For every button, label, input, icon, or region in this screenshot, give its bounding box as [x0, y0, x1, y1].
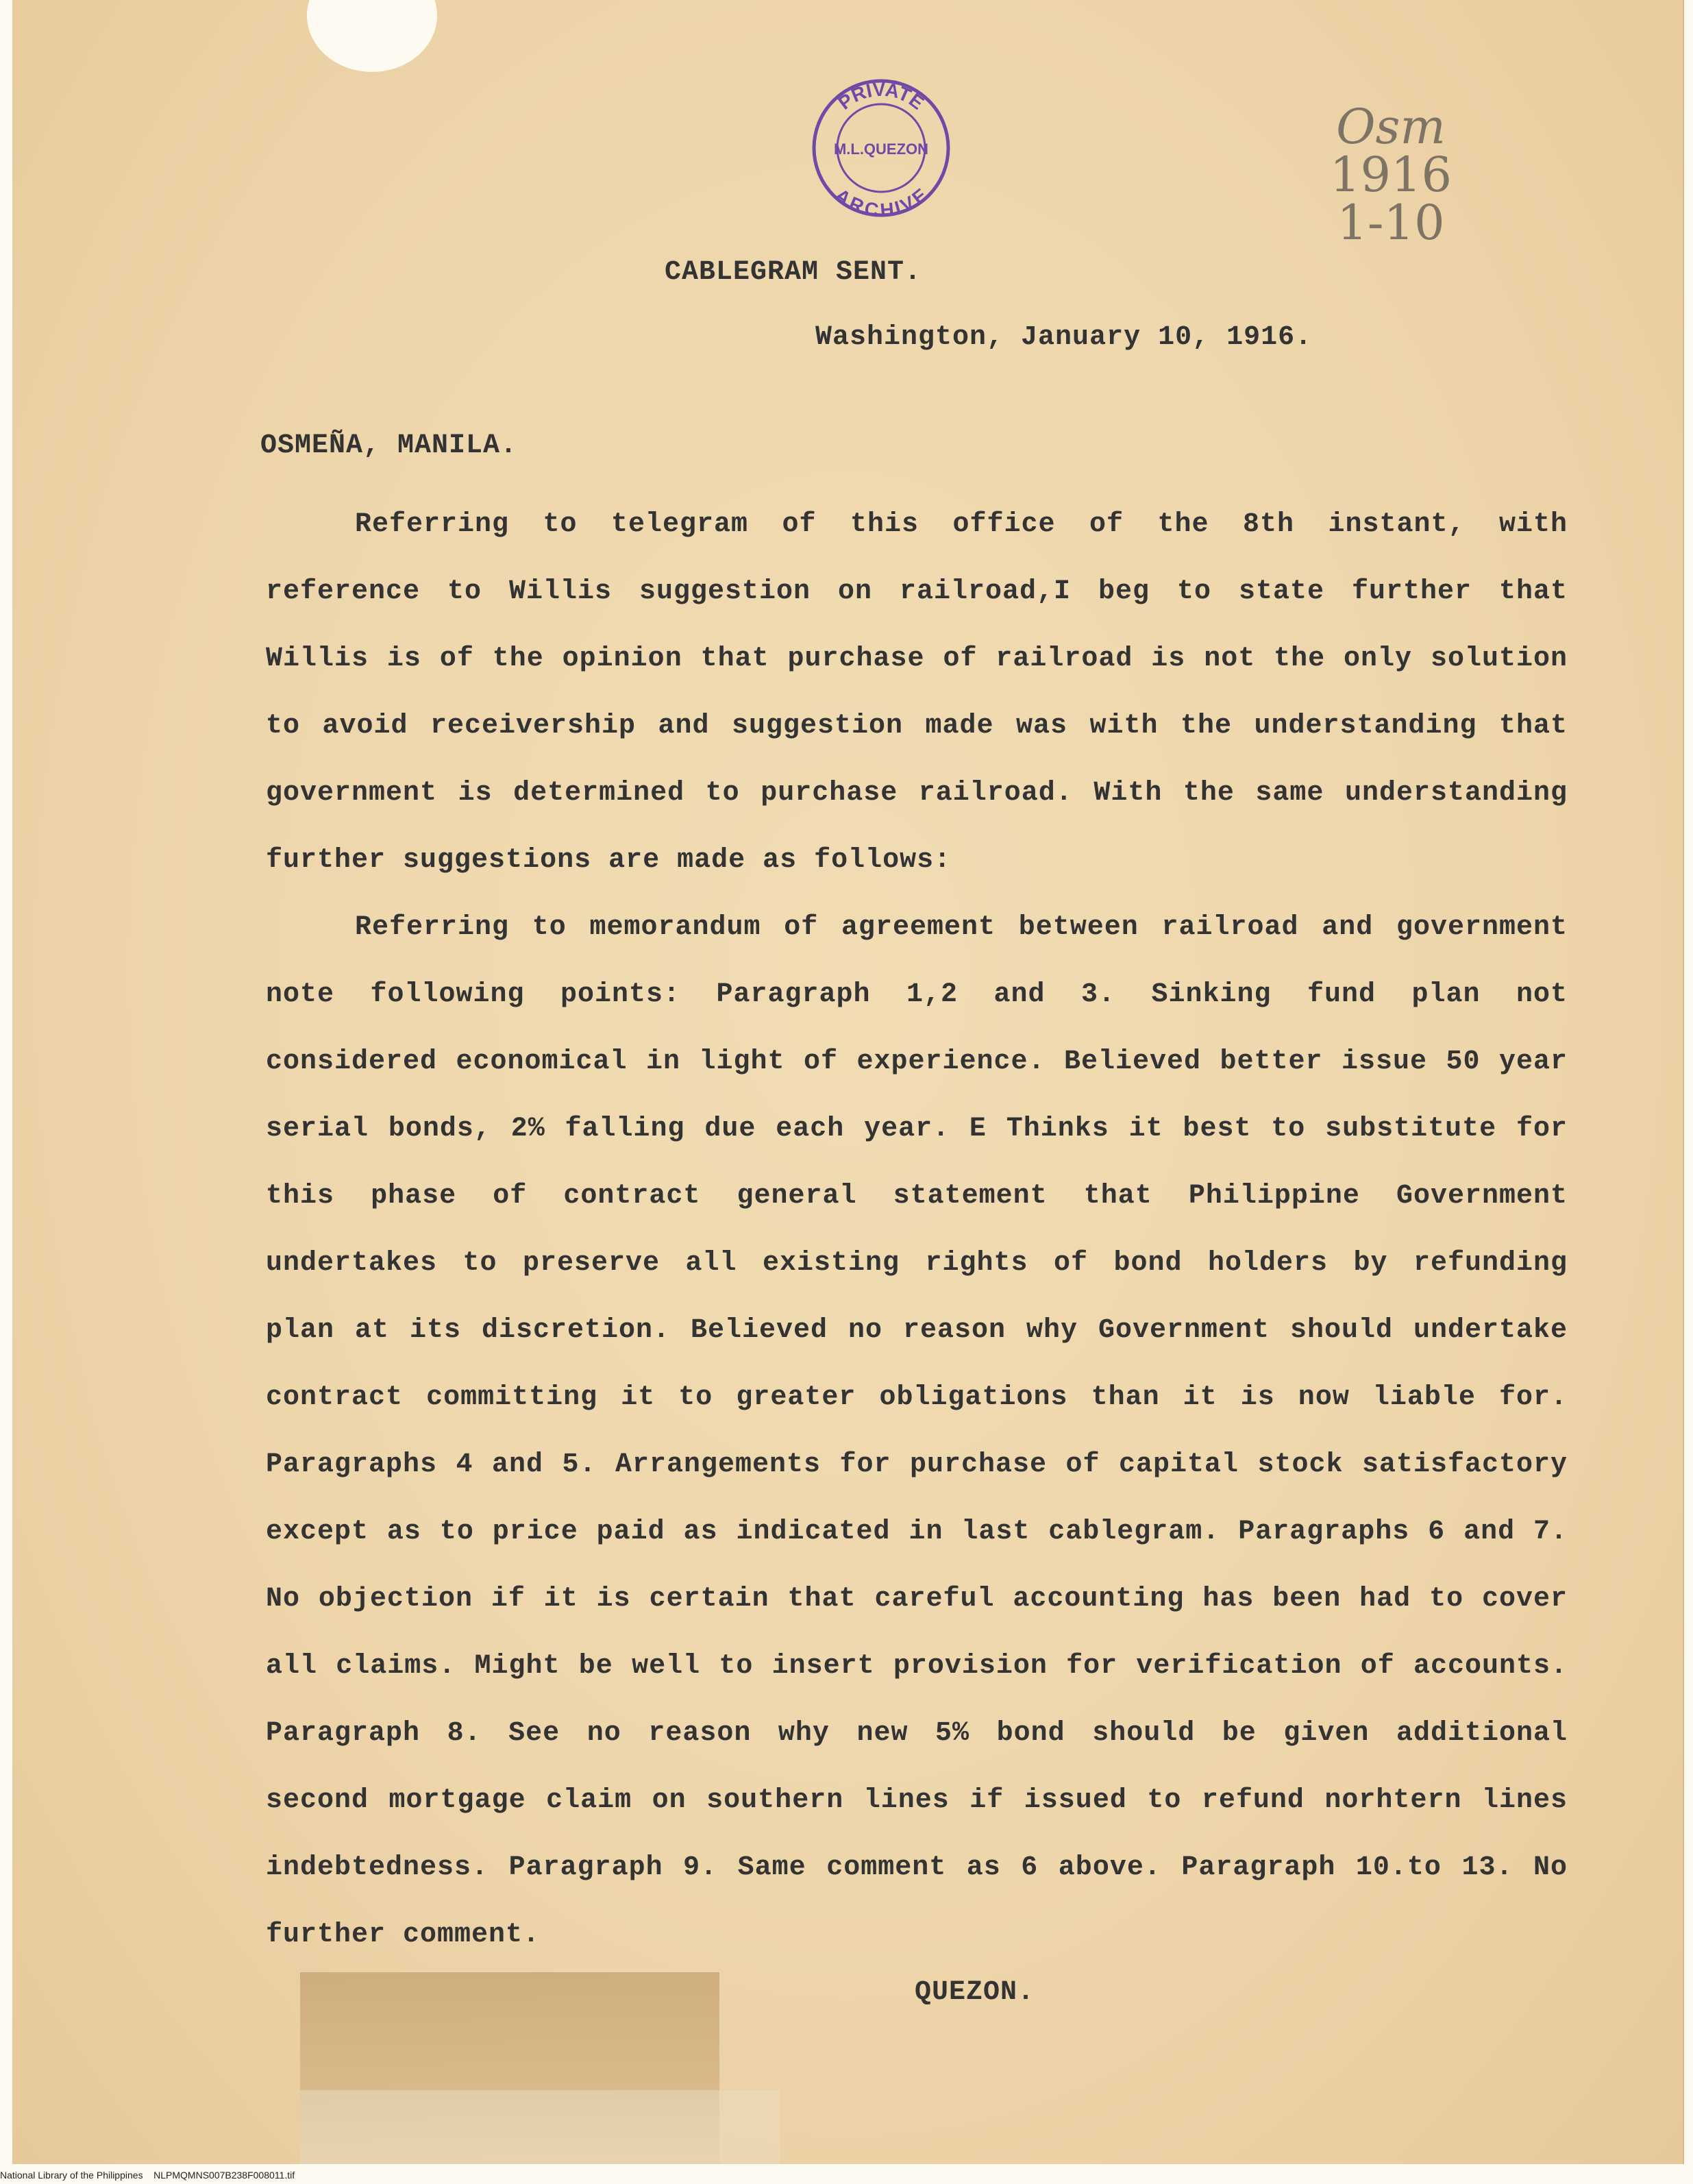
pencil-annotation — [1302, 99, 1480, 251]
scan-footer — [0, 2170, 295, 2181]
document-heading: CABLEGRAM SENT. — [665, 257, 922, 288]
letter-body — [266, 491, 1568, 1969]
paper-damage — [300, 2090, 780, 2164]
pencil-line-1: Osm — [1336, 99, 1446, 155]
footer-institution: National Library of the Philippines — [0, 2170, 143, 2181]
svg-text:ARCHIVE — [831, 184, 931, 221]
dateline: Washington, January 10, 1916. — [815, 322, 1313, 353]
archive-stamp — [808, 75, 954, 221]
paragraph: Referring to memorandum of agreement between railroad and government note following points: Paragraph 1,2 and 3. Sinking fund plan not considered economical in light of experience. Believed better issue 50 year serial bonds, 2% falling due each year. E Thinks it best to substitute for this phase of contract general statement that Philippine Government undertakes to preserve all existing rights of bond holders by refunding plan at its discretion. Believed no reason why Government should undertake contract committing it to greater obligations than it is now liable for. Paragraphs 4 and 5. Arrangements for purchase of capital stock satisfactory except as to price paid as indicated in last cablegram. Paragraphs 6 and 7. No objection if it is certain that careful accounting has been had to cover all claims. Might be well to insert provision for verification of accounts. Paragraph 8. See no reason why new 5% bond should be given additional second mortgage claim on southern lines if issued to refund norhtern lines indebtedness. Paragraph 9. Same comment as 6 above. Paragraph 10.to 13. No further comment. — [266, 912, 1568, 1950]
signature: QUEZON. — [915, 1977, 1035, 2008]
pencil-line-3: 1-10 — [1337, 195, 1445, 251]
footer-file-id: NLPMQMNS007B238F008011.tif — [153, 2170, 295, 2181]
stamp-top-text: PRIVATE — [834, 78, 928, 114]
stamp-bottom-text: ARCHIVE — [830, 184, 932, 221]
svg-text:PRIVATE — [834, 79, 928, 114]
torn-notch — [307, 0, 437, 72]
paragraph: Referring to telegram of this office of the 8th instant, with reference to Willis suggestion on railroad,I beg to state further that Willis is of the opinion that purchase of railroad is not the only solution to avoid receivership and suggestion made was with the understanding that government is determined to purchase railroad. With the same understanding further suggestions are made as follows: — [266, 509, 1568, 876]
addressee: OSMEÑA, MANILA. — [260, 430, 518, 461]
pencil-line-2: 1916 — [1329, 147, 1453, 203]
stamp-center-text: M.L.QUEZON — [833, 140, 929, 158]
